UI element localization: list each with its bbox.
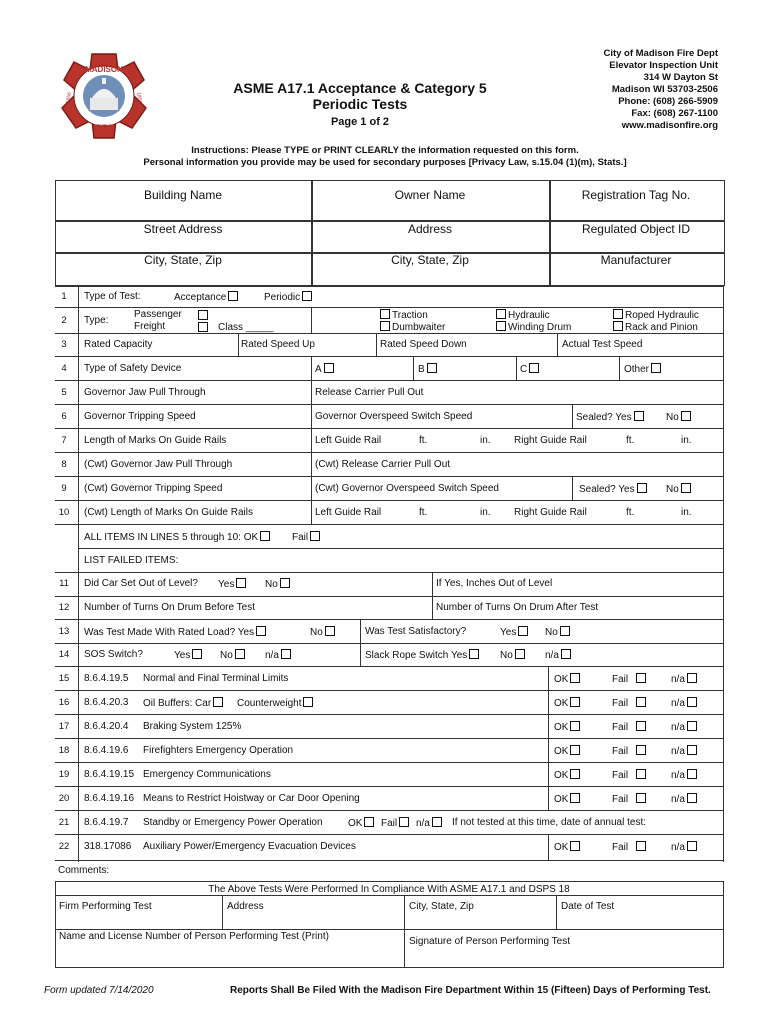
na-checkbox[interactable] — [687, 769, 697, 779]
annual-test-date-field[interactable]: If not tested at this time, date of annual test: — [452, 817, 647, 828]
logo-top-text: MADISON — [85, 65, 123, 74]
sealed-no-checkbox[interactable] — [681, 411, 691, 421]
marks-guide-rails-label: Length of Marks On Guide Rails — [84, 435, 227, 446]
acceptance-option[interactable] — [174, 291, 240, 303]
type-label: Type: — [84, 315, 109, 326]
rack-pinion-label: Rack and Pinion — [625, 322, 698, 333]
dumbwaiter-option[interactable] — [378, 321, 445, 333]
na-option[interactable] — [671, 721, 699, 733]
rack-pinion-option[interactable] — [611, 321, 698, 333]
dept-line: Madison WI 53703-2506 — [611, 84, 718, 95]
row-number: 20 — [58, 793, 70, 804]
na-label: n/a — [671, 842, 685, 853]
row-number: 17 — [58, 721, 70, 732]
cwt-governor-tripping-field[interactable]: (Cwt) Governor Tripping Speed — [84, 483, 223, 494]
safety-other-option[interactable] — [624, 363, 663, 375]
winding-drum-checkbox[interactable] — [496, 321, 506, 331]
na-checkbox[interactable] — [687, 745, 697, 755]
sealed-yes-option[interactable] — [576, 411, 646, 423]
ok-checkbox[interactable] — [570, 745, 580, 755]
test-code: 8.6.4.20.4 — [84, 721, 129, 732]
na-option[interactable] — [671, 745, 699, 757]
sealed-yes-label: Sealed? Yes — [576, 412, 632, 423]
na-option[interactable] — [671, 673, 699, 685]
filing-requirement: Reports Shall Be Filed With the Madison Fire Department Within 15 (Fifteen) Days of Performing Test. — [230, 985, 711, 996]
cwt-right-ft-field[interactable]: ft. — [626, 507, 635, 518]
safety-c-option[interactable] — [520, 363, 541, 375]
slack-rope-na-label: n/a — [545, 650, 559, 661]
governor-jaw-field[interactable]: Governor Jaw Pull Through — [84, 387, 206, 398]
form-title-line1: ASME A17.1 Acceptance & Category 5 — [233, 80, 487, 96]
turns-after-field[interactable]: Number of Turns On Drum After Test — [436, 602, 599, 613]
traction-label: Traction — [392, 310, 428, 321]
freight-label: Freight — [134, 321, 166, 332]
inches-out-of-level-field[interactable]: If Yes, Inches Out of Level — [436, 578, 553, 589]
rated-load-yes-checkbox[interactable] — [256, 626, 266, 636]
actual-test-speed-field[interactable]: Actual Test Speed — [562, 339, 643, 350]
row-number: 6 — [61, 411, 67, 422]
na-checkbox[interactable] — [432, 817, 442, 827]
slack-rope-no-checkbox[interactable] — [515, 649, 525, 659]
right-in-field[interactable]: in. — [681, 435, 692, 446]
sos-switch-label: SOS Switch? — [84, 649, 143, 660]
test-description: Normal and Final Terminal Limits — [143, 673, 289, 684]
fail-checkbox[interactable] — [636, 841, 646, 851]
buffer-car-option[interactable] — [143, 697, 225, 709]
row-number: 7 — [61, 435, 67, 446]
ok-checkbox[interactable] — [570, 841, 580, 851]
list-failed-items-field[interactable]: LIST FAILED ITEMS: — [84, 555, 179, 566]
rated-speed-down-field[interactable]: Rated Speed Down — [380, 339, 467, 350]
fail-option[interactable] — [612, 721, 648, 733]
fail-label: Fail — [612, 674, 629, 685]
fail-option[interactable] — [612, 793, 648, 805]
form-updated-note: Form updated 7/14/2020 — [44, 985, 154, 996]
instructions-line2: Personal information you provide may be used for secondary purposes [Privacy Law, s.15.04 (1)(m), Stats.] — [143, 157, 627, 168]
car-level-label: Did Car Set Out of Level? — [84, 578, 198, 589]
ok-option[interactable] — [554, 745, 582, 757]
periodic-checkbox[interactable] — [302, 291, 312, 301]
dumbwaiter-checkbox[interactable] — [380, 321, 390, 331]
ok-option[interactable] — [554, 721, 582, 733]
ok-label: OK — [554, 794, 569, 805]
sos-na-option[interactable] — [265, 649, 293, 661]
firm-performing-field[interactable]: Firm Performing Test — [59, 901, 152, 912]
cwt-left-guide-rail-label: Left Guide Rail — [315, 507, 382, 518]
cwt-sealed-no-option[interactable] — [666, 483, 693, 495]
rated-load-no-checkbox[interactable] — [325, 626, 335, 636]
winding-drum-option[interactable] — [494, 321, 571, 333]
test-code: 318.17086 — [84, 841, 132, 852]
row-number: 1 — [61, 291, 67, 302]
na-option[interactable] — [671, 769, 699, 781]
cwt-governor-overspeed-field[interactable]: (Cwt) Governor Overspeed Switch Speed — [315, 483, 499, 494]
rated-load-no-option[interactable] — [310, 626, 337, 638]
car-level-no-option[interactable] — [265, 578, 292, 590]
turns-before-field[interactable]: Number of Turns On Drum Before Test — [84, 602, 255, 613]
car-level-no-label: No — [265, 579, 278, 590]
row-number: 21 — [58, 817, 70, 828]
fail-checkbox[interactable] — [636, 721, 646, 731]
right-ft-field[interactable]: ft. — [626, 435, 635, 446]
building-city-label: City, State, Zip — [144, 253, 222, 267]
row-number: 9 — [61, 483, 67, 494]
ok-checkbox[interactable] — [570, 769, 580, 779]
roped-hydraulic-option[interactable] — [611, 309, 699, 321]
row-number: 18 — [58, 745, 70, 756]
dept-address — [560, 48, 718, 132]
fail-option[interactable] — [612, 697, 648, 709]
rated-load-yes-option[interactable] — [84, 626, 268, 638]
ok-label: OK — [554, 842, 569, 853]
test-description: Oil Buffers: Car — [143, 698, 212, 709]
buffer-cwt-label: Counterweight — [237, 698, 302, 709]
test-code: 8.6.4.20.3 — [84, 697, 129, 708]
owner-address-label: Address — [407, 222, 453, 236]
fail-label: Fail — [612, 698, 629, 709]
ok-checkbox[interactable] — [570, 697, 580, 707]
sos-no-label: No — [220, 650, 233, 661]
rated-capacity-field[interactable]: Rated Capacity — [84, 339, 153, 350]
na-label: n/a — [671, 770, 685, 781]
page-number: Page 1 of 2 — [330, 116, 390, 128]
row-number: 4 — [61, 363, 67, 374]
compliance-statement: The Above Tests Were Performed In Compliance With ASME A17.1 and DSPS 18 — [208, 884, 570, 895]
test-code: 8.6.4.19.6 — [84, 745, 129, 756]
safety-a-option[interactable] — [315, 363, 336, 375]
test-code: 8.6.4.19.15 — [84, 769, 135, 780]
passenger-label: Passenger — [134, 309, 182, 320]
periodic-option[interactable] — [264, 291, 314, 303]
fail-label: Fail — [381, 818, 398, 829]
na-checkbox[interactable] — [687, 721, 697, 731]
na-label: n/a — [416, 818, 430, 829]
test-code: 8.6.4.19.16 — [84, 793, 135, 804]
manufacturer-label: Manufacturer — [600, 253, 672, 267]
safety-other-label: Other — [624, 364, 650, 375]
rated-load-no-label: No — [310, 627, 323, 638]
safety-c-checkbox[interactable] — [529, 363, 539, 373]
roped-hydraulic-label: Roped Hydraulic — [625, 310, 699, 321]
slack-rope-na-checkbox[interactable] — [561, 649, 571, 659]
traction-checkbox[interactable] — [380, 309, 390, 319]
dept-line: Fax: (608) 267-1100 — [631, 108, 718, 119]
rated-speed-up-field[interactable]: Rated Speed Up — [241, 339, 315, 350]
safety-a-checkbox[interactable] — [324, 363, 334, 373]
row-number: 11 — [59, 578, 69, 589]
fail-option[interactable] — [612, 673, 648, 685]
slack-rope-no-option[interactable] — [500, 649, 527, 661]
dept-line: City of Madison Fire Dept — [603, 48, 718, 59]
roped-hydraulic-checkbox[interactable] — [613, 309, 623, 319]
standby-ok-option[interactable] — [348, 817, 376, 829]
na-checkbox[interactable] — [687, 841, 697, 851]
test-description: Emergency Communications — [143, 769, 271, 780]
release-carrier-field[interactable]: Release Carrier Pull Out — [315, 387, 424, 398]
cwt-sealed-yes-option[interactable] — [579, 483, 649, 495]
ok-label: OK — [348, 818, 363, 829]
sos-no-option[interactable] — [220, 649, 247, 661]
car-level-yes-label: Yes — [218, 579, 235, 590]
row-number: 13 — [58, 626, 70, 637]
safety-device-label: Type of Safety Device — [84, 363, 182, 374]
registration-tag-label: Registration Tag No. — [581, 188, 691, 202]
na-option[interactable] — [671, 793, 699, 805]
hydraulic-label: Hydraulic — [508, 310, 550, 321]
all-items-fail-checkbox[interactable] — [310, 531, 320, 541]
satisfactory-yes-label: Yes — [500, 627, 517, 638]
test-code: 8.6.4.19.5 — [84, 673, 129, 684]
test-description: Firefighters Emergency Operation — [143, 745, 294, 756]
comments-field[interactable]: Comments: — [58, 865, 110, 876]
satisfactory-no-checkbox[interactable] — [560, 626, 570, 636]
test-description: Means to Restrict Hoistway or Car Door Opening — [143, 793, 360, 804]
dept-line[interactable]: www.madisonfire.org — [621, 120, 718, 131]
car-level-yes-option[interactable] — [218, 578, 248, 590]
ok-checkbox[interactable] — [570, 793, 580, 803]
traction-option[interactable] — [378, 309, 428, 321]
test-description: Standby or Emergency Power Operation — [143, 817, 323, 828]
type-of-test-label: Type of Test: — [84, 291, 141, 302]
all-items-ok-option[interactable] — [84, 531, 272, 543]
left-guide-rail-label: Left Guide Rail — [315, 435, 382, 446]
safety-a-label: A — [315, 364, 322, 375]
governor-overspeed-field[interactable]: Governor Overspeed Switch Speed — [315, 411, 473, 422]
cwt-left-in-field[interactable]: in. — [480, 507, 491, 518]
ok-option[interactable] — [554, 697, 582, 709]
satisfactory-yes-option[interactable] — [500, 626, 530, 638]
fail-label: Fail — [612, 842, 629, 853]
all-items-fail-option[interactable] — [292, 531, 322, 543]
firm-city-field[interactable]: City, State, Zip — [409, 901, 474, 912]
right-guide-rail-label: Right Guide Rail — [514, 435, 587, 446]
fail-checkbox[interactable] — [399, 817, 409, 827]
owner-city-label: City, State, Zip — [391, 253, 469, 267]
na-checkbox[interactable] — [687, 793, 697, 803]
test-description: Braking System 125% — [143, 721, 242, 732]
rated-load-label: Was Test Made With Rated Load? Yes — [84, 627, 255, 638]
na-checkbox[interactable] — [687, 673, 697, 683]
na-option[interactable] — [671, 697, 699, 709]
regulated-object-label: Regulated Object ID — [581, 222, 691, 236]
ok-option[interactable] — [554, 673, 582, 685]
fail-label: Fail — [612, 794, 629, 805]
na-label: n/a — [671, 698, 685, 709]
row-number: 19 — [58, 769, 70, 780]
safety-b-checkbox[interactable] — [427, 363, 437, 373]
left-ft-field[interactable]: ft. — [419, 435, 428, 446]
na-checkbox[interactable] — [687, 697, 697, 707]
cwt-left-ft-field[interactable]: ft. — [419, 507, 428, 518]
row-number: 2 — [61, 315, 67, 326]
buffer-car-checkbox[interactable] — [213, 697, 223, 707]
hydraulic-option[interactable] — [494, 309, 550, 321]
cwt-marks-guide-rails-label: (Cwt) Length of Marks On Guide Rails — [84, 507, 253, 518]
logo-bottom-text: FIRE — [93, 123, 115, 133]
row-number: 8 — [61, 459, 67, 470]
sealed-no-label: No — [666, 412, 679, 423]
na-label: n/a — [671, 722, 685, 733]
row-number: 3 — [61, 339, 67, 350]
satisfactory-no-label: No — [545, 627, 558, 638]
sos-yes-label: Yes — [174, 650, 191, 661]
slack-rope-yes-checkbox[interactable] — [469, 649, 479, 659]
freight-checkbox[interactable] — [198, 322, 208, 332]
buffer-cwt-checkbox[interactable] — [303, 697, 313, 707]
fail-checkbox[interactable] — [636, 745, 646, 755]
all-items-ok-checkbox[interactable] — [260, 531, 270, 541]
cwt-sealed-no-checkbox[interactable] — [681, 483, 691, 493]
row-number: 14 — [58, 649, 70, 660]
fail-option[interactable] — [612, 841, 648, 853]
building-name-label: Building Name — [143, 188, 223, 202]
row-number: 22 — [58, 841, 70, 852]
safety-c-label: C — [520, 364, 528, 375]
fail-label: Fail — [612, 746, 629, 757]
slack-rope-no-label: No — [500, 650, 513, 661]
test-satisfactory-label: Was Test Satisfactory? — [365, 626, 467, 637]
street-address-label: Street Address — [143, 222, 223, 236]
acceptance-label: Acceptance — [174, 292, 227, 303]
cwt-right-guide-rail-label: Right Guide Rail — [514, 507, 587, 518]
dept-line: 314 W Dayton St — [643, 72, 718, 83]
satisfactory-no-option[interactable] — [545, 626, 572, 638]
ok-checkbox[interactable] — [364, 817, 374, 827]
test-code: 8.6.4.19.7 — [84, 817, 129, 828]
fail-checkbox[interactable] — [636, 793, 646, 803]
fail-label: Fail — [612, 770, 629, 781]
car-level-yes-checkbox[interactable] — [236, 578, 246, 588]
all-items-fail-label: Fail — [292, 532, 309, 543]
fail-checkbox[interactable] — [636, 673, 646, 683]
satisfactory-yes-checkbox[interactable] — [518, 626, 528, 636]
signature-field[interactable]: Signature of Person Performing Test — [409, 936, 571, 947]
ok-label: OK — [554, 674, 569, 685]
date-of-test-field[interactable]: Date of Test — [561, 901, 615, 912]
ok-label: OK — [554, 746, 569, 757]
row-number: 12 — [58, 602, 70, 613]
class-field[interactable]: Class _____ — [218, 322, 274, 333]
cwt-right-in-field[interactable]: in. — [681, 507, 692, 518]
cwt-release-carrier-field[interactable]: (Cwt) Release Carrier Pull Out — [315, 459, 451, 470]
cwt-governor-jaw-field[interactable]: (Cwt) Governor Jaw Pull Through — [84, 459, 233, 470]
row-number: 5 — [61, 387, 67, 398]
car-level-no-checkbox[interactable] — [280, 578, 290, 588]
test-description: Auxiliary Power/Emergency Evacuation Devices — [143, 841, 356, 852]
dept-line: Elevator Inspection Unit — [609, 60, 718, 71]
logo-right-year: 1856 — [135, 91, 143, 104]
ok-option[interactable] — [554, 793, 582, 805]
madison-fire-logo — [56, 50, 152, 142]
ok-checkbox[interactable] — [570, 721, 580, 731]
ok-option[interactable] — [554, 841, 582, 853]
sos-yes-option[interactable] — [174, 649, 204, 661]
dumbwaiter-label: Dumbwaiter — [392, 322, 446, 333]
cwt-sealed-yes-label: Sealed? Yes — [579, 484, 635, 495]
owner-name-label: Owner Name — [394, 188, 466, 202]
sos-na-checkbox[interactable] — [281, 649, 291, 659]
governor-tripping-field[interactable]: Governor Tripping Speed — [84, 411, 196, 422]
dept-line: Phone: (608) 266-5909 — [618, 96, 718, 107]
passenger-checkbox[interactable] — [198, 310, 208, 320]
acceptance-checkbox[interactable] — [228, 291, 238, 301]
ok-label: OK — [554, 722, 569, 733]
hydraulic-checkbox[interactable] — [496, 309, 506, 319]
sos-yes-checkbox[interactable] — [192, 649, 202, 659]
cwt-sealed-yes-checkbox[interactable] — [637, 483, 647, 493]
cwt-sealed-no-label: No — [666, 484, 679, 495]
safety-b-option[interactable] — [418, 363, 439, 375]
fail-checkbox[interactable] — [636, 697, 646, 707]
sealed-yes-checkbox[interactable] — [634, 411, 644, 421]
row-number: 16 — [58, 697, 70, 708]
ok-option[interactable] — [554, 769, 582, 781]
form-title-line2: Periodic Tests — [312, 96, 408, 112]
slack-rope-na-option[interactable] — [545, 649, 573, 661]
na-option[interactable] — [671, 841, 699, 853]
winding-drum-label: Winding Drum — [508, 322, 572, 333]
standby-na-option[interactable] — [416, 817, 444, 829]
slack-rope-label: Slack Rope Switch Yes — [365, 650, 468, 661]
periodic-label: Periodic — [264, 292, 301, 303]
inspector-name-field[interactable]: Name and License Number of Person Performing Test (Print) — [59, 931, 329, 942]
sos-no-checkbox[interactable] — [235, 649, 245, 659]
rack-pinion-checkbox[interactable] — [613, 321, 623, 331]
buffer-cwt-option[interactable] — [237, 697, 315, 709]
fail-option[interactable] — [612, 745, 648, 757]
row-number: 10 — [58, 507, 70, 518]
na-label: n/a — [671, 746, 685, 757]
firm-address-field[interactable]: Address — [227, 901, 264, 912]
instructions-line1: Instructions: Please TYPE or PRINT CLEARLY the information requested on this form. — [191, 145, 579, 156]
ok-checkbox[interactable] — [570, 673, 580, 683]
slack-rope-yes-option[interactable] — [365, 649, 481, 661]
na-label: n/a — [671, 674, 685, 685]
sealed-no-option[interactable] — [666, 411, 693, 423]
fail-checkbox[interactable] — [636, 769, 646, 779]
na-label: n/a — [671, 794, 685, 805]
logo-left-year: 1856 — [65, 91, 73, 104]
sos-na-label: n/a — [265, 650, 279, 661]
fail-label: Fail — [612, 722, 629, 733]
all-items-label: ALL ITEMS IN LINES 5 through 10: OK — [84, 532, 259, 543]
row-number: 15 — [58, 673, 70, 684]
safety-other-checkbox[interactable] — [651, 363, 661, 373]
standby-fail-option[interactable] — [381, 817, 411, 829]
ok-label: OK — [554, 770, 569, 781]
fail-option[interactable] — [612, 769, 648, 781]
ok-label: OK — [554, 698, 569, 709]
left-in-field[interactable]: in. — [480, 435, 491, 446]
safety-b-label: B — [418, 364, 425, 375]
